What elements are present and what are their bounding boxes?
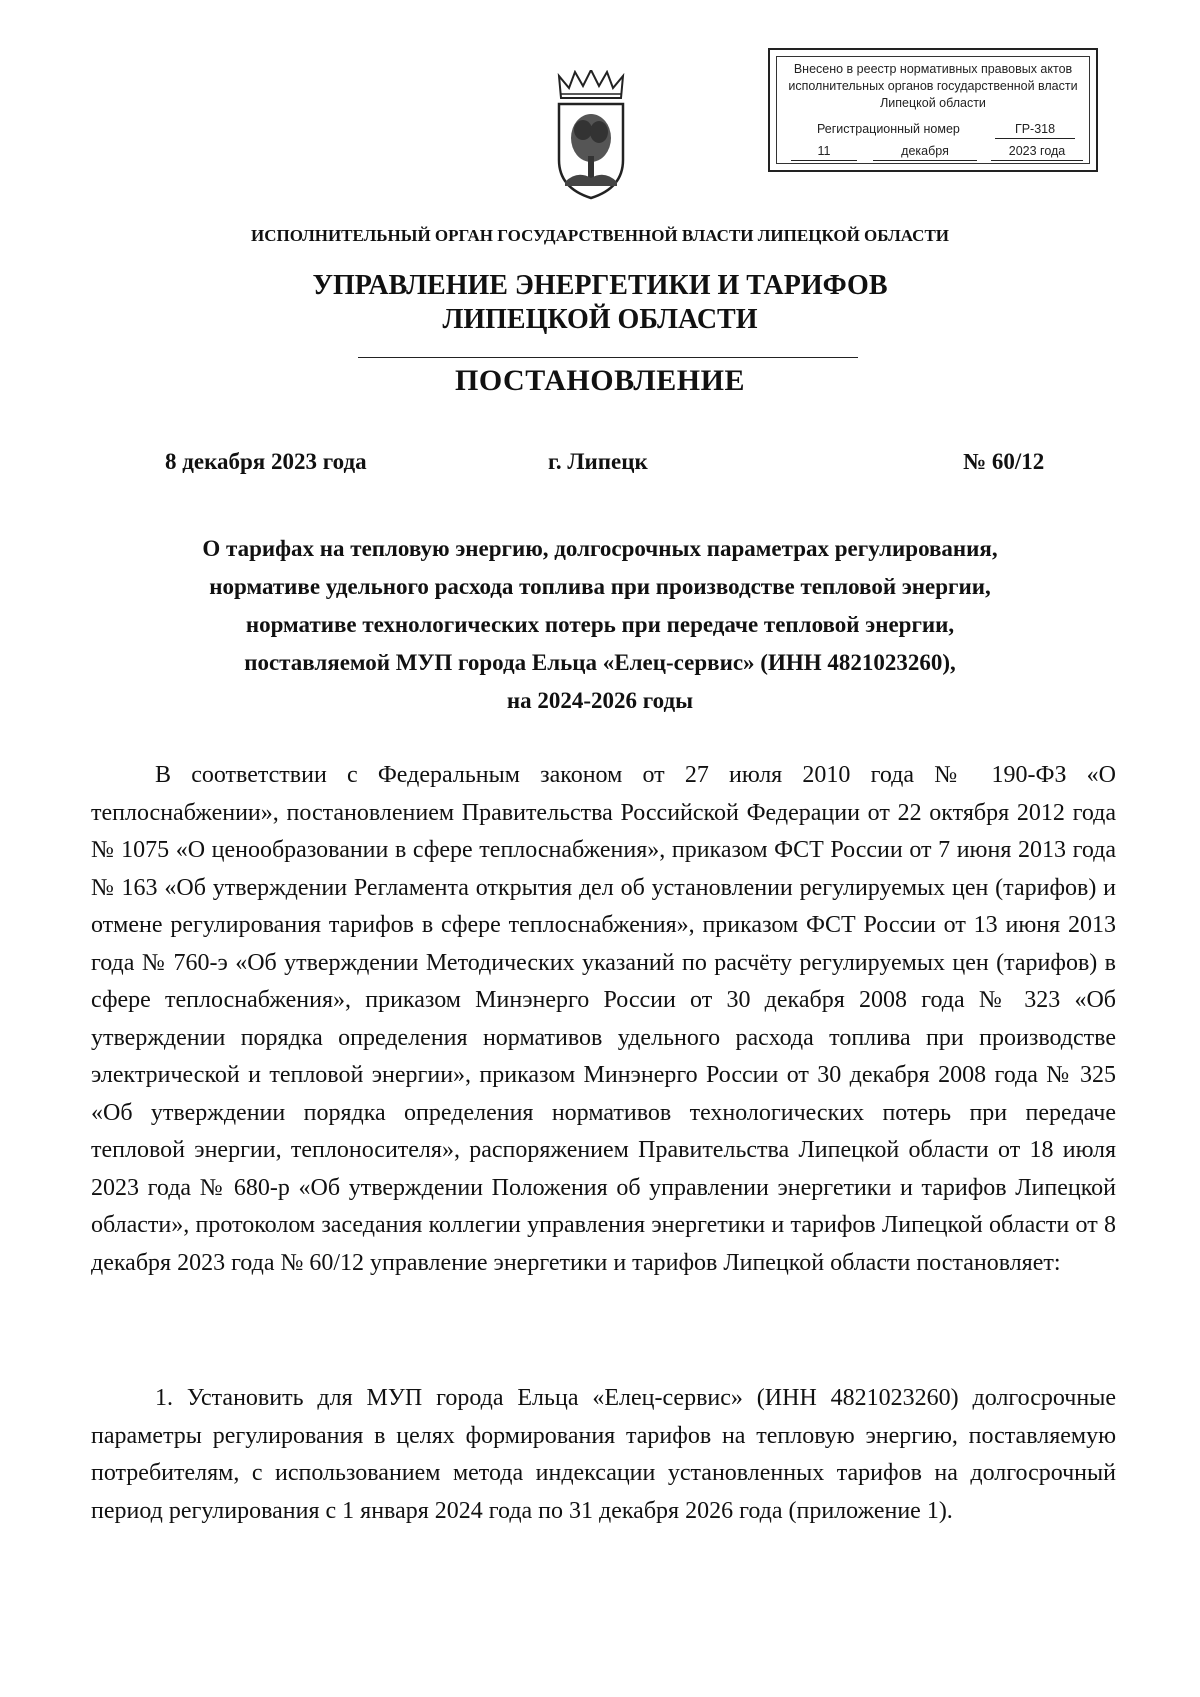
stamp-year: 2023 года (991, 143, 1083, 161)
document-title (110, 530, 1090, 720)
department-line-2: ЛИПЕЦКОЙ ОБЛАСТИ (442, 304, 758, 335)
stamp-day: 11 (791, 143, 857, 161)
title-line-3: нормативе технологических потерь при передаче тепловой энергии, (245, 612, 955, 637)
department-name (0, 269, 1200, 337)
title-line-1: О тарифах на тепловую энергию, долгосрочных параметрах регулирования, (202, 536, 998, 561)
title-line-2: нормативе удельного расхода топлива при производстве тепловой энергии, (209, 574, 991, 599)
coat-of-arms-emblem (553, 70, 629, 200)
stamp-text: Внесено в реестр нормативных правовых актов исполнительных органов государственной власти Липецкой области (788, 62, 1078, 110)
stamp-reg-number: ГР-318 (995, 121, 1075, 139)
department-line-1: УПРАВЛЕНИЕ ЭНЕРГЕТИКИ И ТАРИФОВ (312, 270, 888, 301)
stamp-month: декабря (873, 143, 977, 161)
title-line-4: поставляемой МУП города Ельца «Елец-сервис» (ИНН 4821023260), (244, 650, 956, 675)
document-type: ПОСТАНОВЛЕНИЕ (455, 364, 745, 397)
title-line-5: на 2024-2026 годы (506, 688, 694, 713)
stamp-reg-label: Регистрационный номер (817, 122, 960, 136)
preamble-paragraph: В соответствии с Федеральным законом от 27 июля 2010 года № 190-ФЗ «О теплоснабжении», постановлением Правительства Российской Федерации от 22 октября 2012 года № 1075 «О ценообразовании в сфере теплоснабжения», приказом ФСТ России от 7 июня 2013 года № 163 «Об утверждении Регламента открытия дел об установлении регулируемых цен (тарифов) и отмене регулирования тарифов в сфере теплоснабжения», приказом ФСТ России от 13 июня 2013 года № 760-э «Об утверждении Методических указаний по расчёту регулируемых цен (тарифов) в сфере теплоснабжения», приказом Минэнерго России от 30 декабря 2008 года № 323 «Об утверждении порядка определения нормативов удельного расхода топлива при производстве электрической и тепловой энергии», приказом Минэнерго России от 30 декабря 2008 года № 325 «Об утверждении порядка определения нормативов технологических потерь при передаче тепловой энергии, теплоносителя», распоряжением Правительства Липецкой области от 18 июля 2023 года № 680-р «Об утверждении Положения об управлении энергетики и тарифов Липецкой области», протоколом заседания коллегии управления энергетики и тарифов Липецкой области от 8 декабря 2023 года № 60/12 управление энергетики и тарифов Липецкой области постановляет: (91, 762, 1116, 1276)
document-date: 8 декабря 2023 года (165, 449, 367, 474)
item-1-paragraph: 1. Установить для МУП города Ельца «Елец-сервис» (ИНН 4821023260) долгосрочные параметры регулирования в целях формирования тарифов на тепловую энергию, поставляемую потребителям, с использованием метода индексации установленных тарифов на долгосрочный период регулирования с 1 января 2024 года по 31 декабря 2026 года (приложение 1). (91, 1385, 1116, 1524)
organization-name: ИСПОЛНИТЕЛЬНЫЙ ОРГАН ГОСУДАРСТВЕННОЙ ВЛАСТИ ЛИПЕЦКОЙ ОБЛАСТИ (250, 226, 950, 245)
document-city: г. Липецк (548, 449, 648, 474)
document-number: № 60/12 (963, 449, 1045, 474)
header-divider (358, 357, 858, 358)
registration-stamp (768, 48, 1098, 172)
